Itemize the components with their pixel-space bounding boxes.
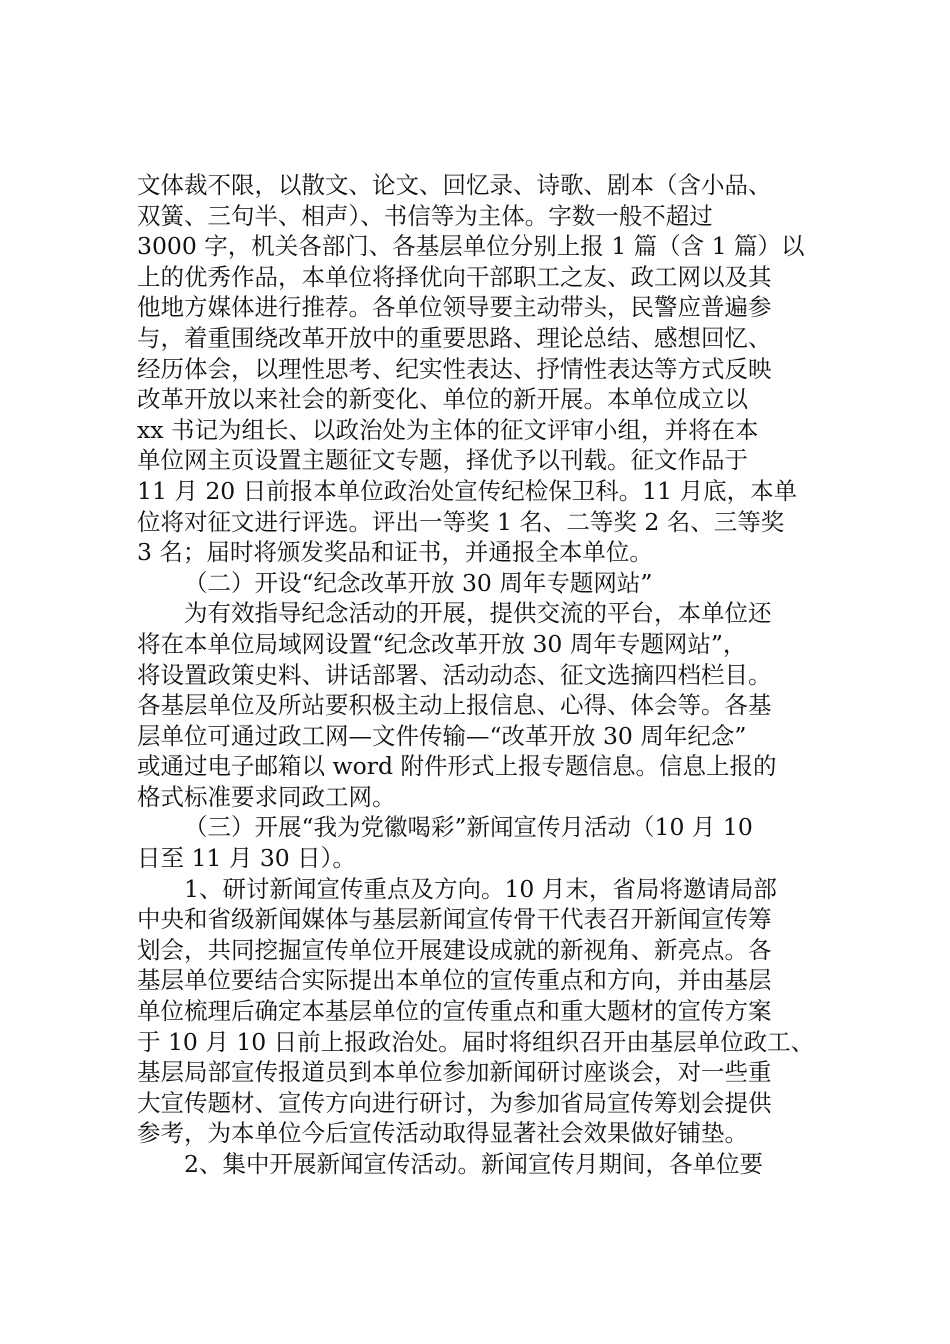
- text-line: 经历体会，以理性思考、纪实性表达、抒情性表达等方式反映: [137, 354, 772, 383]
- text-line: 双簧、三句半、相声）、书信等为主体。字数一般不超过: [137, 201, 713, 230]
- text-line: xx 书记为组长、以政治处为主体的征文评审小组，并将在本: [137, 415, 759, 444]
- text-line: 划会，共同挖掘宣传单位开展建设成就的新视角、新亮点。各: [137, 935, 772, 964]
- text-line: 上的优秀作品，本单位将择优向干部职工之友、政工网以及其: [137, 262, 772, 291]
- document-body: [137, 170, 857, 1180]
- text-line: 日至 11 月 30 日）。: [137, 844, 356, 873]
- text-line: 参考，为本单位今后宣传活动取得显著社会效果做好铺垫。: [137, 1119, 748, 1148]
- text-line: 他地方媒体进行推荐。各单位领导要主动带头，民警应普遍参: [137, 293, 772, 322]
- text-line: 3 名；届时将颁发奖品和证书，并通报全本单位。: [137, 538, 653, 567]
- text-line: 2、集中开展新闻宣传活动。新闻宣传月期间，各单位要: [184, 1150, 763, 1178]
- text-line: 11 月 20 日前报本单位政治处宣传纪检保卫科。11 月底，本单: [137, 476, 798, 505]
- text-line: 层单位可通过政工网—文件传输—“改革开放 30 周年纪念”: [137, 721, 747, 750]
- text-line: 将在本单位局域网设置“纪念改革开放 30 周年专题网站”，: [137, 629, 747, 658]
- text-line: 单位网主页设置主题征文专题，择优予以刊载。征文作品于: [137, 446, 748, 475]
- text-line: 位将对征文进行评选。评出一等奖 1 名、二等奖 2 名、三等奖: [137, 507, 785, 536]
- text-line: 或通过电子邮箱以 word 附件形式上报专题信息。信息上报的: [137, 752, 777, 781]
- text-line: 基层局部宣传报道员到本单位参加新闻研讨座谈会，对一些重: [137, 1058, 772, 1087]
- text-line: 格式标准要求同政工网。: [137, 782, 396, 811]
- text-line: 于 10 月 10 日前上报政治处。届时将组织召开由基层单位政工、: [137, 1027, 815, 1056]
- text-line: 单位梳理后确定本基层单位的宣传重点和重大题材的宣传方案: [137, 997, 772, 1026]
- text-line: 为有效指导纪念活动的开展，提供交流的平台，本单位还: [184, 599, 772, 628]
- section-heading: （三）开展“我为党徽喝彩”新闻宣传月活动（10 月 10: [184, 813, 753, 842]
- text-line: 大宣传题材、宣传方向进行研讨，为参加省局宣传筹划会提供: [137, 1088, 772, 1117]
- text-line: 各基层单位及所站要积极主动上报信息、心得、体会等。各基: [137, 691, 772, 720]
- section-heading: （二）开设“纪念改革开放 30 周年专题网站”: [184, 568, 653, 597]
- text-line: 将设置政策史料、讲话部署、活动动态、征文选摘四档栏目。: [137, 660, 772, 689]
- text-line: 与，着重围绕改革开放中的重要思路、理论总结、感想回忆、: [137, 323, 772, 352]
- text-line: 改革开放以来社会的新变化、单位的新开展。本单位成立以: [137, 385, 748, 414]
- text-line: 3000 字，机关各部门、各基层单位分别上报 1 篇（含 1 篇）以: [137, 232, 805, 261]
- text-line: 1、研讨新闻宣传重点及方向。10 月末，省局将邀请局部: [184, 874, 777, 903]
- text-line: 中央和省级新闻媒体与基层新闻宣传骨干代表召开新闻宣传筹: [137, 905, 772, 934]
- text-line: 基层单位要结合实际提出本单位的宣传重点和方向，并由基层: [137, 966, 772, 995]
- text-line: 文体裁不限，以散文、论文、回忆录、诗歌、剧本（含小品、: [137, 171, 772, 199]
